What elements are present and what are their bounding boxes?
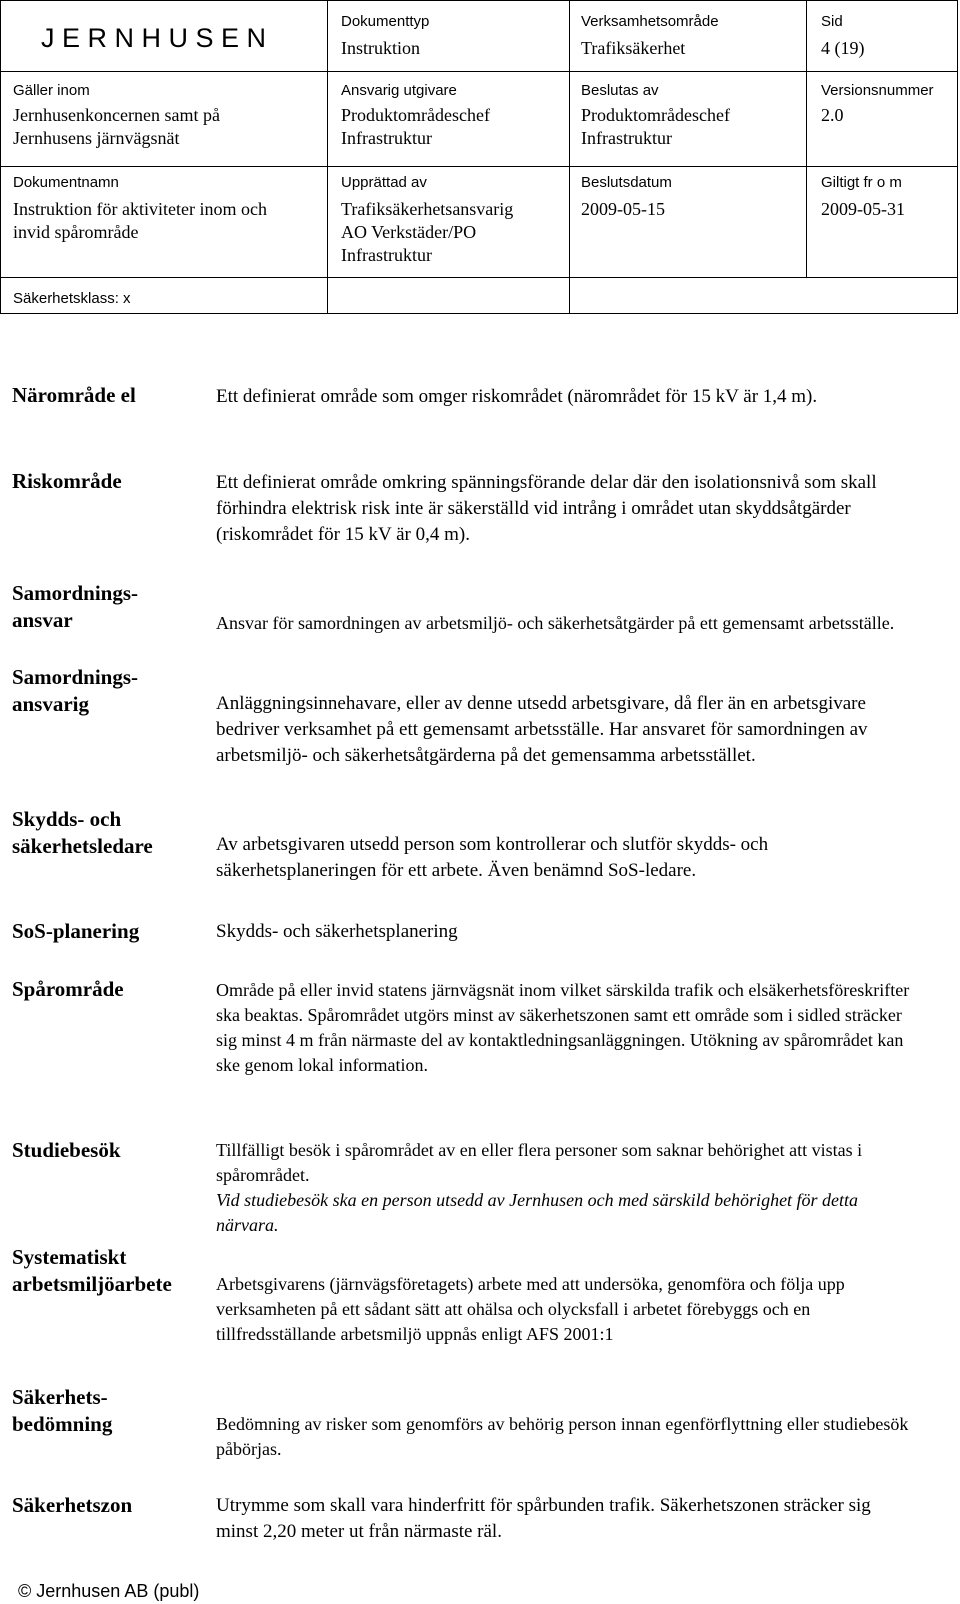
definition-riskområde: Ett definierat område omkring spänningsförande delar där den isolationsnivå som skall förhindra elektrisk risk inte är säkerställd vid intrång i området utan skyddsåtgärder (riskområdet för 15 kV är 0,4 m). — [216, 472, 877, 545]
definition-samordningsansvar: Ansvar för samordningen av arbetsmiljö- och säkerhetsåtgärder på ett gemensamt arbetsställe. — [216, 613, 895, 633]
page-cell — [821, 12, 865, 60]
business-area-label: Verksamhetsområde — [581, 13, 719, 30]
decision-date-label: Beslutsdatum — [581, 174, 672, 191]
term-narområde-el: Närområde el — [12, 383, 136, 407]
doc-type-label: Dokumenttyp — [341, 13, 430, 30]
definition-studiebesok-note: Vid studiebesök ska en person utsedd av Jernhusen och med särskild behörighet för detta närvara. — [216, 1190, 859, 1235]
doc-name-cell — [13, 173, 267, 244]
applies-label: Gäller inom — [13, 82, 90, 99]
publisher-label: Ansvarig utgivare — [341, 82, 457, 99]
doc-name-label: Dokumentnamn — [13, 174, 119, 191]
definition-samordningsansvarig: Anläggningsinnehavare, eller av denne utsedd arbetsgivare, då fler än en arbetsgivare bedriver verksamhet på ett gemensamt arbetsställe. Har ansvaret för samordningen av arbetsmiljö- och säkerhetsåtgärderna på det gemensamma arbetsstället. — [216, 693, 868, 766]
definition-systematiskt-arbetsmiljoarbete: Arbetsgivarens (järnvägsföretagets) arbete med att undersöka, genomföra och följa upp verksamheten på ett sådant sätt att ohälsa och olycksfall i arbetet förebyggs och en tillfredsställande arbetsmiljö uppnås enligt AFS 2001:1 — [216, 1274, 845, 1344]
prepared-by-label: Upprättad av — [341, 174, 427, 191]
applies-cell — [13, 81, 220, 150]
definition-sos-planering: Skydds- och säkerhetsplanering — [216, 921, 458, 942]
definition-narområde-el: Ett definierat område som omger riskområdet (närområdet för 15 kV är 1,4 m). — [216, 386, 818, 407]
header-divider — [806, 1, 807, 277]
document-header — [0, 0, 958, 314]
page-label: Sid — [821, 13, 843, 30]
definition-sakerhetszon: Utrymme som skall vara hinderfritt för spårbunden trafik. Säkerhetszonen sträcker sig minst 2,20 meter ut från närmaste räl. — [216, 1495, 871, 1542]
doc-type-value: Instruktion — [341, 38, 420, 58]
decided-by-cell — [581, 81, 730, 150]
prepared-by-cell — [341, 173, 513, 267]
footer-copyright: © Jernhusen AB (publ) — [18, 1581, 200, 1601]
term-sparomrade: Spårområde — [12, 977, 124, 1001]
definition-studiebesok — [216, 1138, 916, 1238]
business-area-value: Trafiksäkerhet — [581, 38, 686, 58]
term-sakerhetsbedomning: Säkerhets- bedömning — [12, 1385, 113, 1436]
definition-sakerhetsbedomning: Bedömning av risker som genomförs av behörig person innan egenförflyttning eller studiebesök påbörjas. — [216, 1414, 909, 1459]
prepared-by-value: Trafiksäkerhetsansvarig AO Verkstäder/PO Infrastruktur — [341, 199, 514, 265]
page-number: 4 (19) — [821, 38, 865, 58]
version-value: 2.0 — [821, 105, 844, 125]
decided-by-value: Produktområdeschef Infrastruktur — [581, 105, 730, 148]
version-cell — [821, 81, 934, 127]
header-divider — [1, 277, 957, 278]
security-class: Säkerhetsklass: x — [13, 290, 131, 307]
header-divider — [569, 1, 570, 314]
term-sos-planering: SoS-planering — [12, 919, 140, 943]
decision-date-cell — [581, 173, 672, 221]
publisher-cell — [341, 81, 490, 150]
doc-name-value: Instruktion för aktiviteter inom och invid spårområde — [13, 199, 267, 242]
header-divider — [1, 166, 957, 167]
term-studiebesok: Studiebesök — [12, 1138, 121, 1162]
term-riskområde: Riskområde — [12, 469, 122, 493]
decided-by-label: Beslutas av — [581, 82, 659, 99]
header-divider — [1, 71, 957, 72]
applies-value: Jernhusenkoncernen samt på Jernhusens järnvägsnät — [13, 105, 220, 148]
term-skydds-och-sakerhetsledare: Skydds- och säkerhetsledare — [12, 807, 153, 858]
company-logo: JERNHUSEN — [41, 23, 274, 53]
definition-sparomrade: Område på eller invid statens järnvägsnät inom vilket särskilda trafik och elsäkerhetsföreskrifter ska beaktas. Spårområdet utgörs minst av säkerhetszonen samt ett område som i sidled sträcker sig minst 4 m från närmaste del av kontaktledningsanläggningen. Utökning av spårområdet kan ske genom lokal information. — [216, 980, 910, 1075]
definition-studiebesok-text: Tillfälligt besök i spårområdet av en eller flera personer som saknar behörighet att vistas i spårområdet. — [216, 1140, 863, 1185]
valid-from-value: 2009-05-31 — [821, 199, 905, 219]
term-systematiskt-arbetsmiljoarbete: Systematiskt arbetsmiljöarbete — [12, 1245, 172, 1296]
version-label: Versionsnummer — [821, 82, 934, 99]
header-divider — [327, 1, 328, 314]
term-samordningsansvarig: Samordnings- ansvarig — [12, 665, 139, 716]
definition-skydds-och-sakerhetsledare: Av arbetsgivaren utsedd person som kontrollerar och slutför skydds- och säkerhetsplaneringen för ett arbete. Även benämnd SoS-ledare. — [216, 834, 769, 881]
valid-from-cell — [821, 173, 905, 221]
doc-type-cell — [341, 12, 429, 60]
decision-date-value: 2009-05-15 — [581, 199, 665, 219]
term-sakerhetszon: Säkerhetszon — [12, 1493, 133, 1517]
publisher-value: Produktområdeschef Infrastruktur — [341, 105, 490, 148]
valid-from-label: Giltigt fr o m — [821, 174, 902, 191]
term-samordningsansvar: Samordnings- ansvar — [12, 581, 139, 632]
business-area-cell — [581, 12, 719, 60]
